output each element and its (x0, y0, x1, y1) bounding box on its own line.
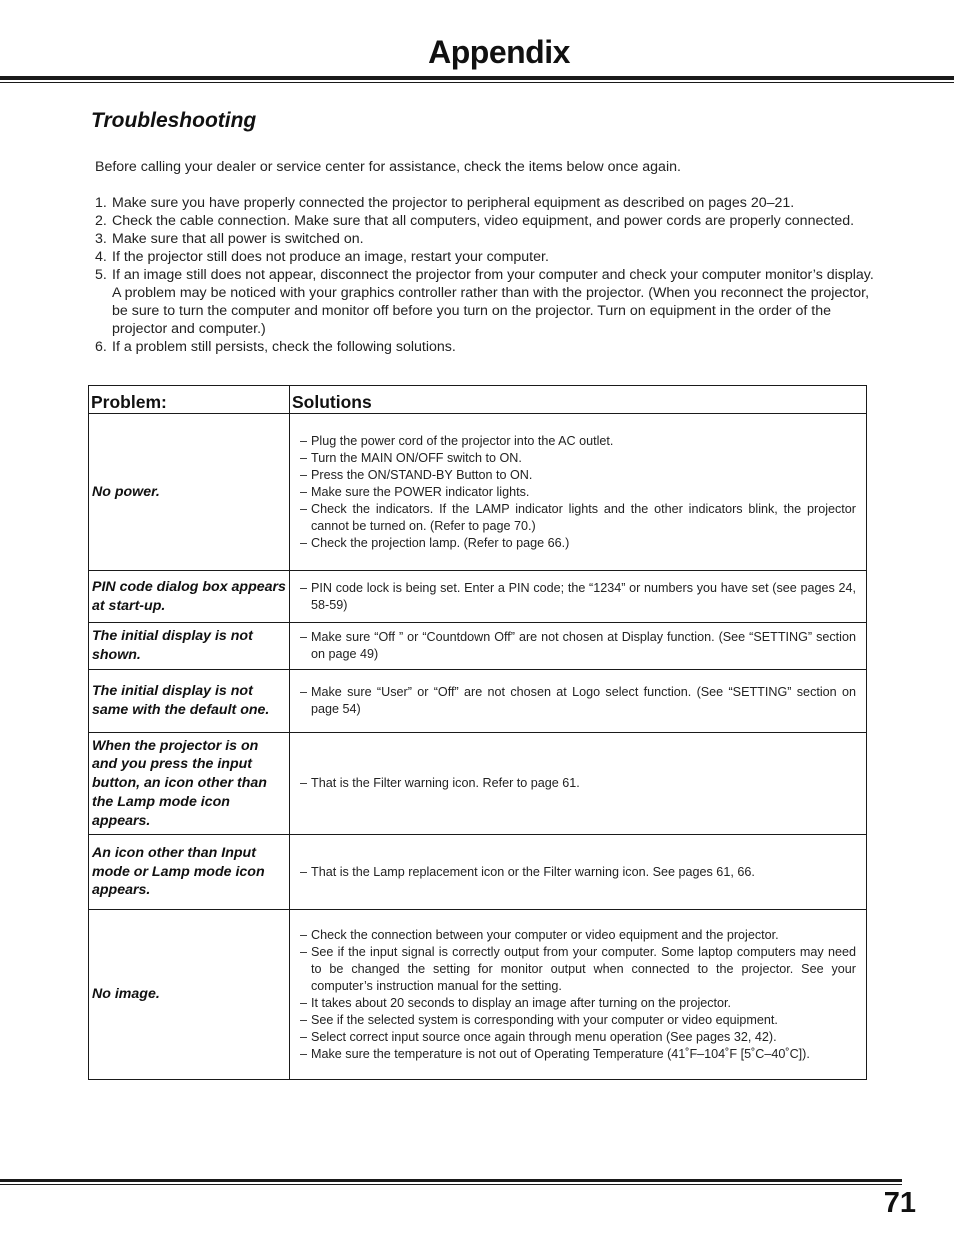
solutions-list (300, 927, 856, 1063)
solution-text: See if the selected system is corresponding with your computer or video equipment. (311, 1012, 778, 1027)
checklist (95, 194, 875, 356)
solutions-list (300, 580, 856, 614)
checklist-text: If a problem still persists, check the following solutions. (112, 339, 456, 355)
intro-text: Before calling your dealer or service center for assistance, check the items below once again. (95, 159, 681, 175)
solution-text: Turn the MAIN ON/OFF switch to ON. (311, 450, 522, 465)
checklist-number: 6. (95, 339, 107, 355)
solution-item: – Check the connection between your computer or video equipment and the projector. (300, 927, 779, 942)
solution-text: PIN code lock is being set. Enter a PIN code; the “1234” or numbers you have set (see pages 24, 58-59) (311, 580, 856, 612)
solution-text: It takes about 20 seconds to display an image after turning on the projector. (311, 995, 732, 1010)
solution-text: Press the ON/STAND-BY Button to ON. (311, 467, 533, 482)
solution-item: – It takes about 20 seconds to display an image after turning on the projector. (300, 995, 732, 1010)
solutions-cell (290, 623, 867, 670)
solution-item: – That is the Lamp replacement icon or the Filter warning icon. See pages 61, 66. (300, 864, 755, 879)
solutions-cell (290, 571, 867, 623)
table-row (89, 623, 867, 670)
checklist-number: 2. (95, 213, 107, 229)
checklist-item (95, 248, 875, 266)
solution-item: – Turn the MAIN ON/OFF switch to ON. (300, 450, 522, 465)
table-header-row (89, 386, 867, 414)
solution-item: – PIN code lock is being set. Enter a PIN code; the “1234” or numbers you have set (see pages 24, 58-59) (300, 580, 856, 612)
solution-text: See if the input signal is correctly output from your computer. Some laptop computers may need to be changed the setting for monitor output when connected to the projector. See your computer’s instruction manual for the setting. (311, 944, 856, 993)
checklist-number: 1. (95, 195, 107, 211)
solution-item: – Check the indicators. If the LAMP indicator lights and the other indicators blink, the projector cannot be turned on. (Refer to page 70.) (300, 501, 856, 533)
solution-item: – Check the projection lamp. (Refer to page 66.) (300, 535, 570, 550)
solution-item: – Press the ON/STAND-BY Button to ON. (300, 467, 533, 482)
checklist-text: Check the cable connection. Make sure that all computers, video equipment, and power cords are properly connected. (112, 213, 855, 229)
solution-item: – That is the Filter warning icon. Refer to page 61. (300, 776, 580, 790)
page-number: 71 (883, 1187, 916, 1219)
solution-item: – Select correct input source once again through menu operation (See pages 32, 42). (300, 1029, 777, 1044)
problem-cell: When the projector is on and you press the input button, an icon other than the Lamp mode icon appears. (89, 733, 290, 835)
problem-cell: No power. (89, 414, 290, 571)
checklist-item (95, 194, 875, 212)
solution-item: – Make sure the temperature is not out of Operating Temperature (41˚F–104˚F [5˚C–40˚C]). (300, 1046, 810, 1061)
table-row (89, 910, 867, 1080)
solution-text: Select correct input source once again through menu operation (See pages 32, 42). (311, 1029, 777, 1044)
checklist-number: 3. (95, 231, 107, 247)
solutions-cell (290, 414, 867, 571)
solutions-list (300, 864, 856, 881)
section-title: Troubleshooting (91, 109, 257, 132)
title-rule-thin (0, 82, 954, 83)
checklist-item (95, 266, 875, 338)
problem-cell: The initial display is not shown. (89, 623, 290, 670)
solutions-cell (290, 910, 867, 1080)
checklist-text: Make sure that all power is switched on. (112, 231, 364, 247)
solution-text: Make sure “Off ” or “Countdown Off” are not chosen at Display function. (See “SETTING” section on page 49) (311, 630, 856, 661)
table-row (89, 670, 867, 733)
solutions-list (300, 684, 856, 718)
table-row (89, 733, 867, 835)
problem-cell: The initial display is not same with the default one. (89, 670, 290, 733)
table-row (89, 571, 867, 623)
solution-text: That is the Filter warning icon. Refer to page 61. (311, 776, 580, 790)
problem-cell: An icon other than Input mode or Lamp mode icon appears. (89, 835, 290, 910)
solutions-list (300, 629, 856, 663)
solution-text: Plug the power cord of the projector into the AC outlet. (311, 433, 614, 448)
checklist-number: 4. (95, 249, 107, 265)
solutions-cell (290, 670, 867, 733)
checklist-number: 5. (95, 267, 107, 283)
solutions-cell (290, 733, 867, 835)
solution-text: Make sure the POWER indicator lights. (311, 484, 530, 499)
solution-text: Check the projection lamp. (Refer to page 66.) (311, 535, 570, 550)
checklist-text: Make sure you have properly connected the projector to peripheral equipment as described on pages 20–21. (112, 195, 795, 211)
solution-text: Check the connection between your computer or video equipment and the projector. (311, 927, 779, 942)
solution-item: – Make sure “Off ” or “Countdown Off” are not chosen at Display function. (See “SETTING” section on page 49) (300, 630, 856, 661)
checklist-text: If the projector still does not produce an image, restart your computer. (112, 249, 549, 265)
page-title: Appendix (428, 34, 570, 70)
solutions-cell (290, 835, 867, 910)
solutions-list (300, 775, 856, 792)
table-row (89, 414, 867, 571)
footer-rule-thin (0, 1184, 902, 1185)
problem-cell: No image. (89, 910, 290, 1080)
header-problem: Problem: (89, 386, 290, 414)
solution-item: – See if the input signal is correctly output from your computer. Some laptop computers may need to be changed the setting for monitor output when connected to the projector. See your computer’s instruction manual for the setting. (300, 944, 856, 993)
solution-text: That is the Lamp replacement icon or the Filter warning icon. See pages 61, 66. (311, 864, 755, 879)
solutions-list (300, 433, 856, 552)
problem-cell: PIN code dialog box appears at start-up. (89, 571, 290, 623)
solution-item: – Make sure the POWER indicator lights. (300, 484, 530, 499)
checklist-item (95, 230, 875, 248)
checklist-item (95, 212, 875, 230)
footer-rule (0, 1179, 902, 1182)
solution-text: Make sure the temperature is not out of Operating Temperature (41˚F–104˚F [5˚C–40˚C]). (311, 1046, 810, 1061)
solution-text: Check the indicators. If the LAMP indicator lights and the other indicators blink, the projector cannot be turned on. (Refer to page 70.) (311, 501, 856, 533)
checklist-item (95, 338, 875, 356)
title-rule (0, 76, 954, 80)
solution-text: Make sure “User” or “Off” are not chosen at Logo select function. (See “SETTING” section on page 54) (311, 685, 856, 716)
checklist-text: If an image still does not appear, disconnect the projector from your computer and check your computer monitor’s display. A problem may be noticed with your graphics controller rather than with the projector. (When you reconnect the projector, be sure to turn the computer and monitor off before you turn on the projector. Turn on equipment in the order of the projector and computer.) (112, 267, 874, 337)
solution-item: – Make sure “User” or “Off” are not chosen at Logo select function. (See “SETTING” section on page 54) (300, 685, 856, 716)
troubleshooting-table (88, 385, 867, 1080)
table-row (89, 835, 867, 910)
header-solutions: Solutions (290, 386, 867, 414)
solution-item: – Plug the power cord of the projector into the AC outlet. (300, 433, 614, 448)
solution-item: – See if the selected system is corresponding with your computer or video equipment. (300, 1012, 778, 1027)
